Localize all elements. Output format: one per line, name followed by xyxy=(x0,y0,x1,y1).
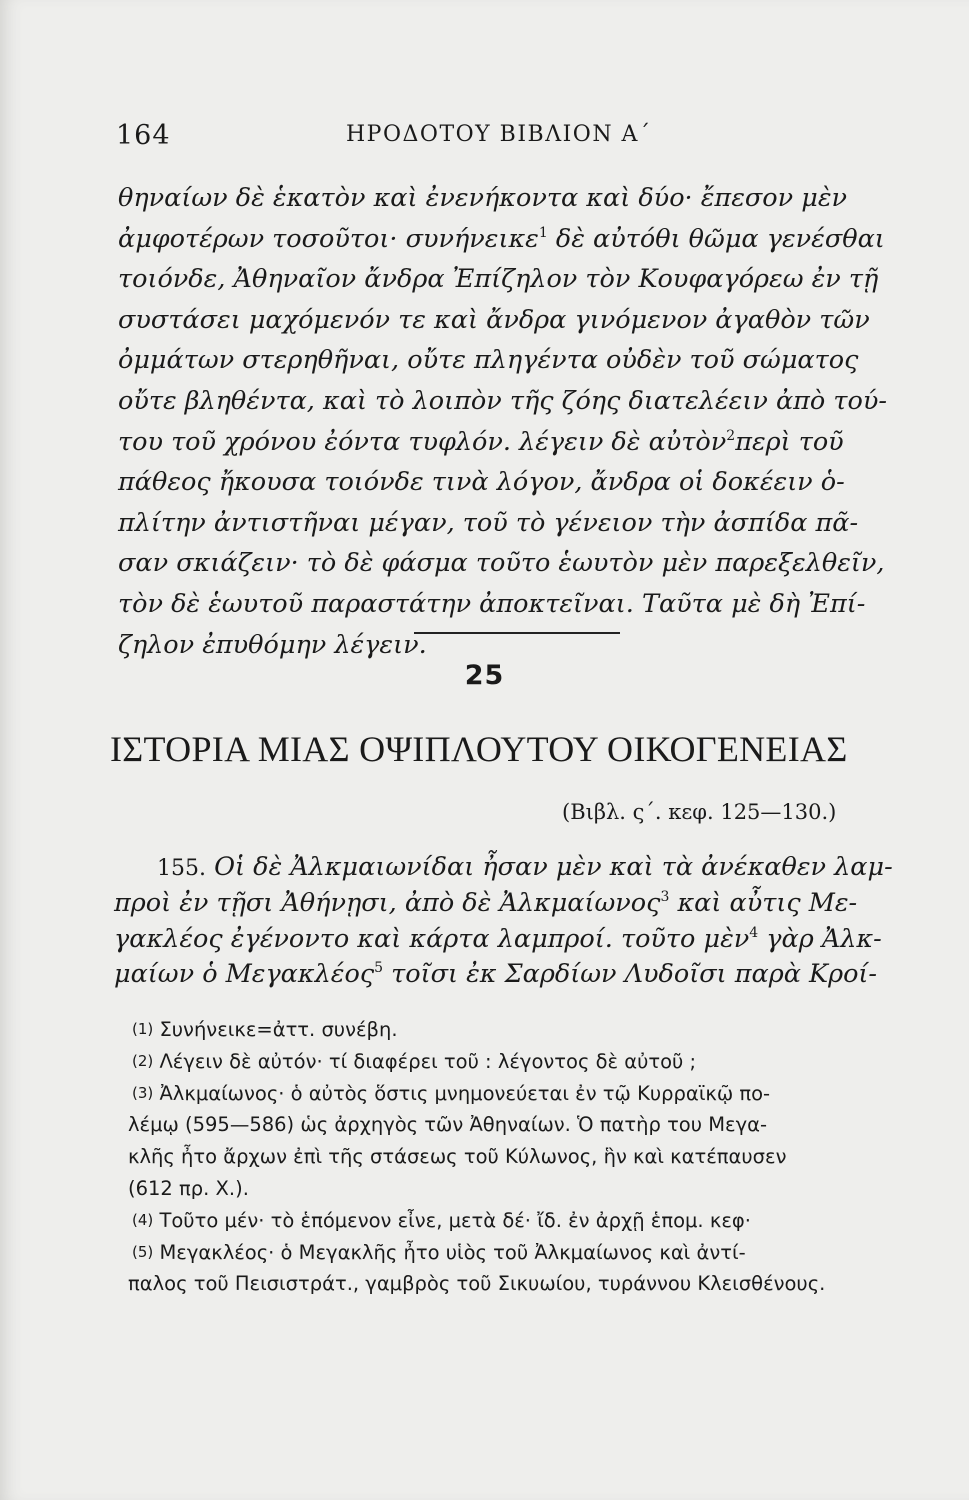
text-line: θηναίων δὲ ἑκατὸν καὶ ἐνενήκοντα καὶ δύο· ἔπεσον μὲν xyxy=(118,183,848,213)
text-line: ζηλον ἐπυθόμην λέγειν. xyxy=(118,629,427,660)
footnote-mark: (3) xyxy=(132,1083,154,1102)
footnote-mark: (5) xyxy=(132,1242,154,1261)
text-line xyxy=(118,219,938,260)
footnote-ref: 3 xyxy=(660,889,670,906)
footnote-ref: 5 xyxy=(374,959,384,976)
text-fragment: τοῖσι ἐκ Σαρδίων Λυδοῖσι παρὰ Κροί- xyxy=(383,958,878,989)
footnote-text: Συνήνεικε=ἀττ. συνέβη. xyxy=(159,1018,398,1041)
footnote-ref: 4 xyxy=(749,924,759,941)
running-head: ΗΡΟΔΟΤΟΥ ΒΙΒΛΙΟΝ Α΄ xyxy=(346,122,652,147)
text-fragment: περὶ τοῦ xyxy=(735,426,844,457)
footnote-3 xyxy=(132,1078,942,1110)
text-fragment: γακλέος ἐγένοντο καὶ κάρτα λαμπροί. τοῦτο μὲν xyxy=(114,923,750,954)
footnote-5 xyxy=(132,1237,942,1269)
footnote-2 xyxy=(132,1046,942,1078)
footnote-3-continued: (612 πρ. Χ.). xyxy=(128,1176,249,1200)
text-fragment: ἀμφοτέρων τοσοῦτοι· συνήνεικε xyxy=(118,223,539,254)
text-line: οὔτε βληθέντα, καὶ τὸ λοιπὸν τῆς ζόης διατελέειν ἀπὸ τού- xyxy=(118,385,887,416)
section-number: 155. xyxy=(157,856,206,881)
footnote-text: Ἀλκμαίωνος· ὁ αὐτὸς ὅστις μνημονεύεται ἐν τῷ Κυρραϊκῷ πο- xyxy=(159,1081,771,1105)
text-line: ὀμμάτων στερηθῆναι, οὔτε πληγέντα οὐδὲν τοῦ σώματος xyxy=(118,345,859,376)
footnote-mark: (2) xyxy=(132,1051,154,1070)
footnote-3-continued: κλῆς ἦτο ἄρχων ἐπὶ τῆς στάσεως τοῦ Κύλωνος, ἣν καὶ κατέπαυσεν xyxy=(128,1145,787,1169)
footnote-text: Λέγειν δὲ αὐτόν· τί διαφέρει τοῦ : λέγοντος δὲ αὐτοῦ ; xyxy=(159,1049,697,1073)
section-155 xyxy=(114,850,944,992)
footnote-text: Μεγακλέος· ὁ Μεγακλῆς ἦτο υἱὸς τοῦ Ἀλκμαίωνος καὶ ἀντί- xyxy=(159,1240,746,1264)
text-fragment: δὲ αὐτόθι θῶμα γενέσθαι xyxy=(555,223,885,254)
footnote-mark: (1) xyxy=(132,1020,154,1038)
footnote-ref: 2 xyxy=(726,427,736,444)
footnote-5-continued: παλος τοῦ Πεισιστράτ., γαμβρὸς τοῦ Σικυωίου, τυράννου Κλεισθένους. xyxy=(128,1272,826,1296)
footnote-ref: 1 xyxy=(538,224,548,241)
text-fragment: του τοῦ χρόνου ἐόντα τυφλόν. λέγειν δὲ αὐτὸν xyxy=(118,426,727,457)
chapter-number: 25 xyxy=(464,660,505,691)
footnote-text: Τοῦτο μέν· τὸ ἑπόμενον εἶνε, μετὰ δέ· ἴδ. ἐν ἀρχῇ ἑπομ. κεφ· xyxy=(159,1208,751,1232)
text-line: σαν σκιάζειν· τὸ δὲ φάσμα τοῦτο ἑωυτὸν μὲν παρεξελθεῖν, xyxy=(118,548,885,579)
text-fragment: καὶ αὖτις Με- xyxy=(669,888,858,919)
chapter-reference: (Βιβλ. ς΄. κεφ. 125—130.) xyxy=(562,800,837,824)
text-line: τὸν δὲ ἑωυτοῦ παραστάτην ἀποκτεῖναι. Ταῦτα μὲ δὴ Ἐπί- xyxy=(118,588,866,619)
text-line xyxy=(114,850,944,886)
text-line: πάθεος ἤκουσα τοιόνδε τινὰ λόγον, ἄνδρα οἱ δοκέειν ὁ- xyxy=(118,467,845,498)
text-line: συστάσει μαχόμενόν τε καὶ ἄνδρα γινόμενον ἀγαθὸν τῶν xyxy=(118,304,870,335)
main-text xyxy=(118,178,938,665)
footnotes xyxy=(128,1014,942,1300)
text-line: πλίτην ἀντιστῆναι μέγαν, τοῦ τὸ γένειον τὴν ἀσπίδα πᾶ- xyxy=(118,507,859,538)
text-line: τοιόνδε, Ἀθηναῖον ἄνδρα Ἐπίζηλον τὸν Κουφαγόρεω ἐν τῇ xyxy=(118,264,879,295)
text-fragment: Οἱ δὲ Ἀλκμαιωνίδαι ἦσαν μὲν καὶ τὰ ἀνέκαθεν λαμ- xyxy=(214,852,893,882)
page-header xyxy=(116,120,936,160)
text-fragment: γὰρ Ἀλκ- xyxy=(758,923,882,954)
text-line xyxy=(114,957,944,992)
text-line xyxy=(114,886,944,921)
footnote-mark: (4) xyxy=(132,1210,154,1229)
footnote-4 xyxy=(132,1205,942,1237)
footnote-1 xyxy=(132,1014,942,1046)
text-line xyxy=(114,922,944,957)
chapter-title: ΙΣΤΟΡΙΑ ΜΙΑΣ ΟΨΙΠΛΟΥΤΟΥ ΟΙΚΟΓΕΝΕΙΑΣ xyxy=(110,729,848,769)
text-line xyxy=(118,422,938,463)
page-number: 164 xyxy=(116,120,171,151)
text-fragment: προὶ ἐν τῇσι Ἀθήνῃσι, ἀπὸ δὲ Ἀλκμαίωνος xyxy=(114,888,661,919)
footnote-3-continued: λέμῳ (595—586) ὡς ἀρχηγὸς τῶν Ἀθηναίων. Ὁ πατὴρ του Μεγα- xyxy=(128,1113,768,1137)
text-fragment: μαίων ὁ Μεγακλέος xyxy=(114,958,375,989)
section-divider xyxy=(414,632,620,634)
